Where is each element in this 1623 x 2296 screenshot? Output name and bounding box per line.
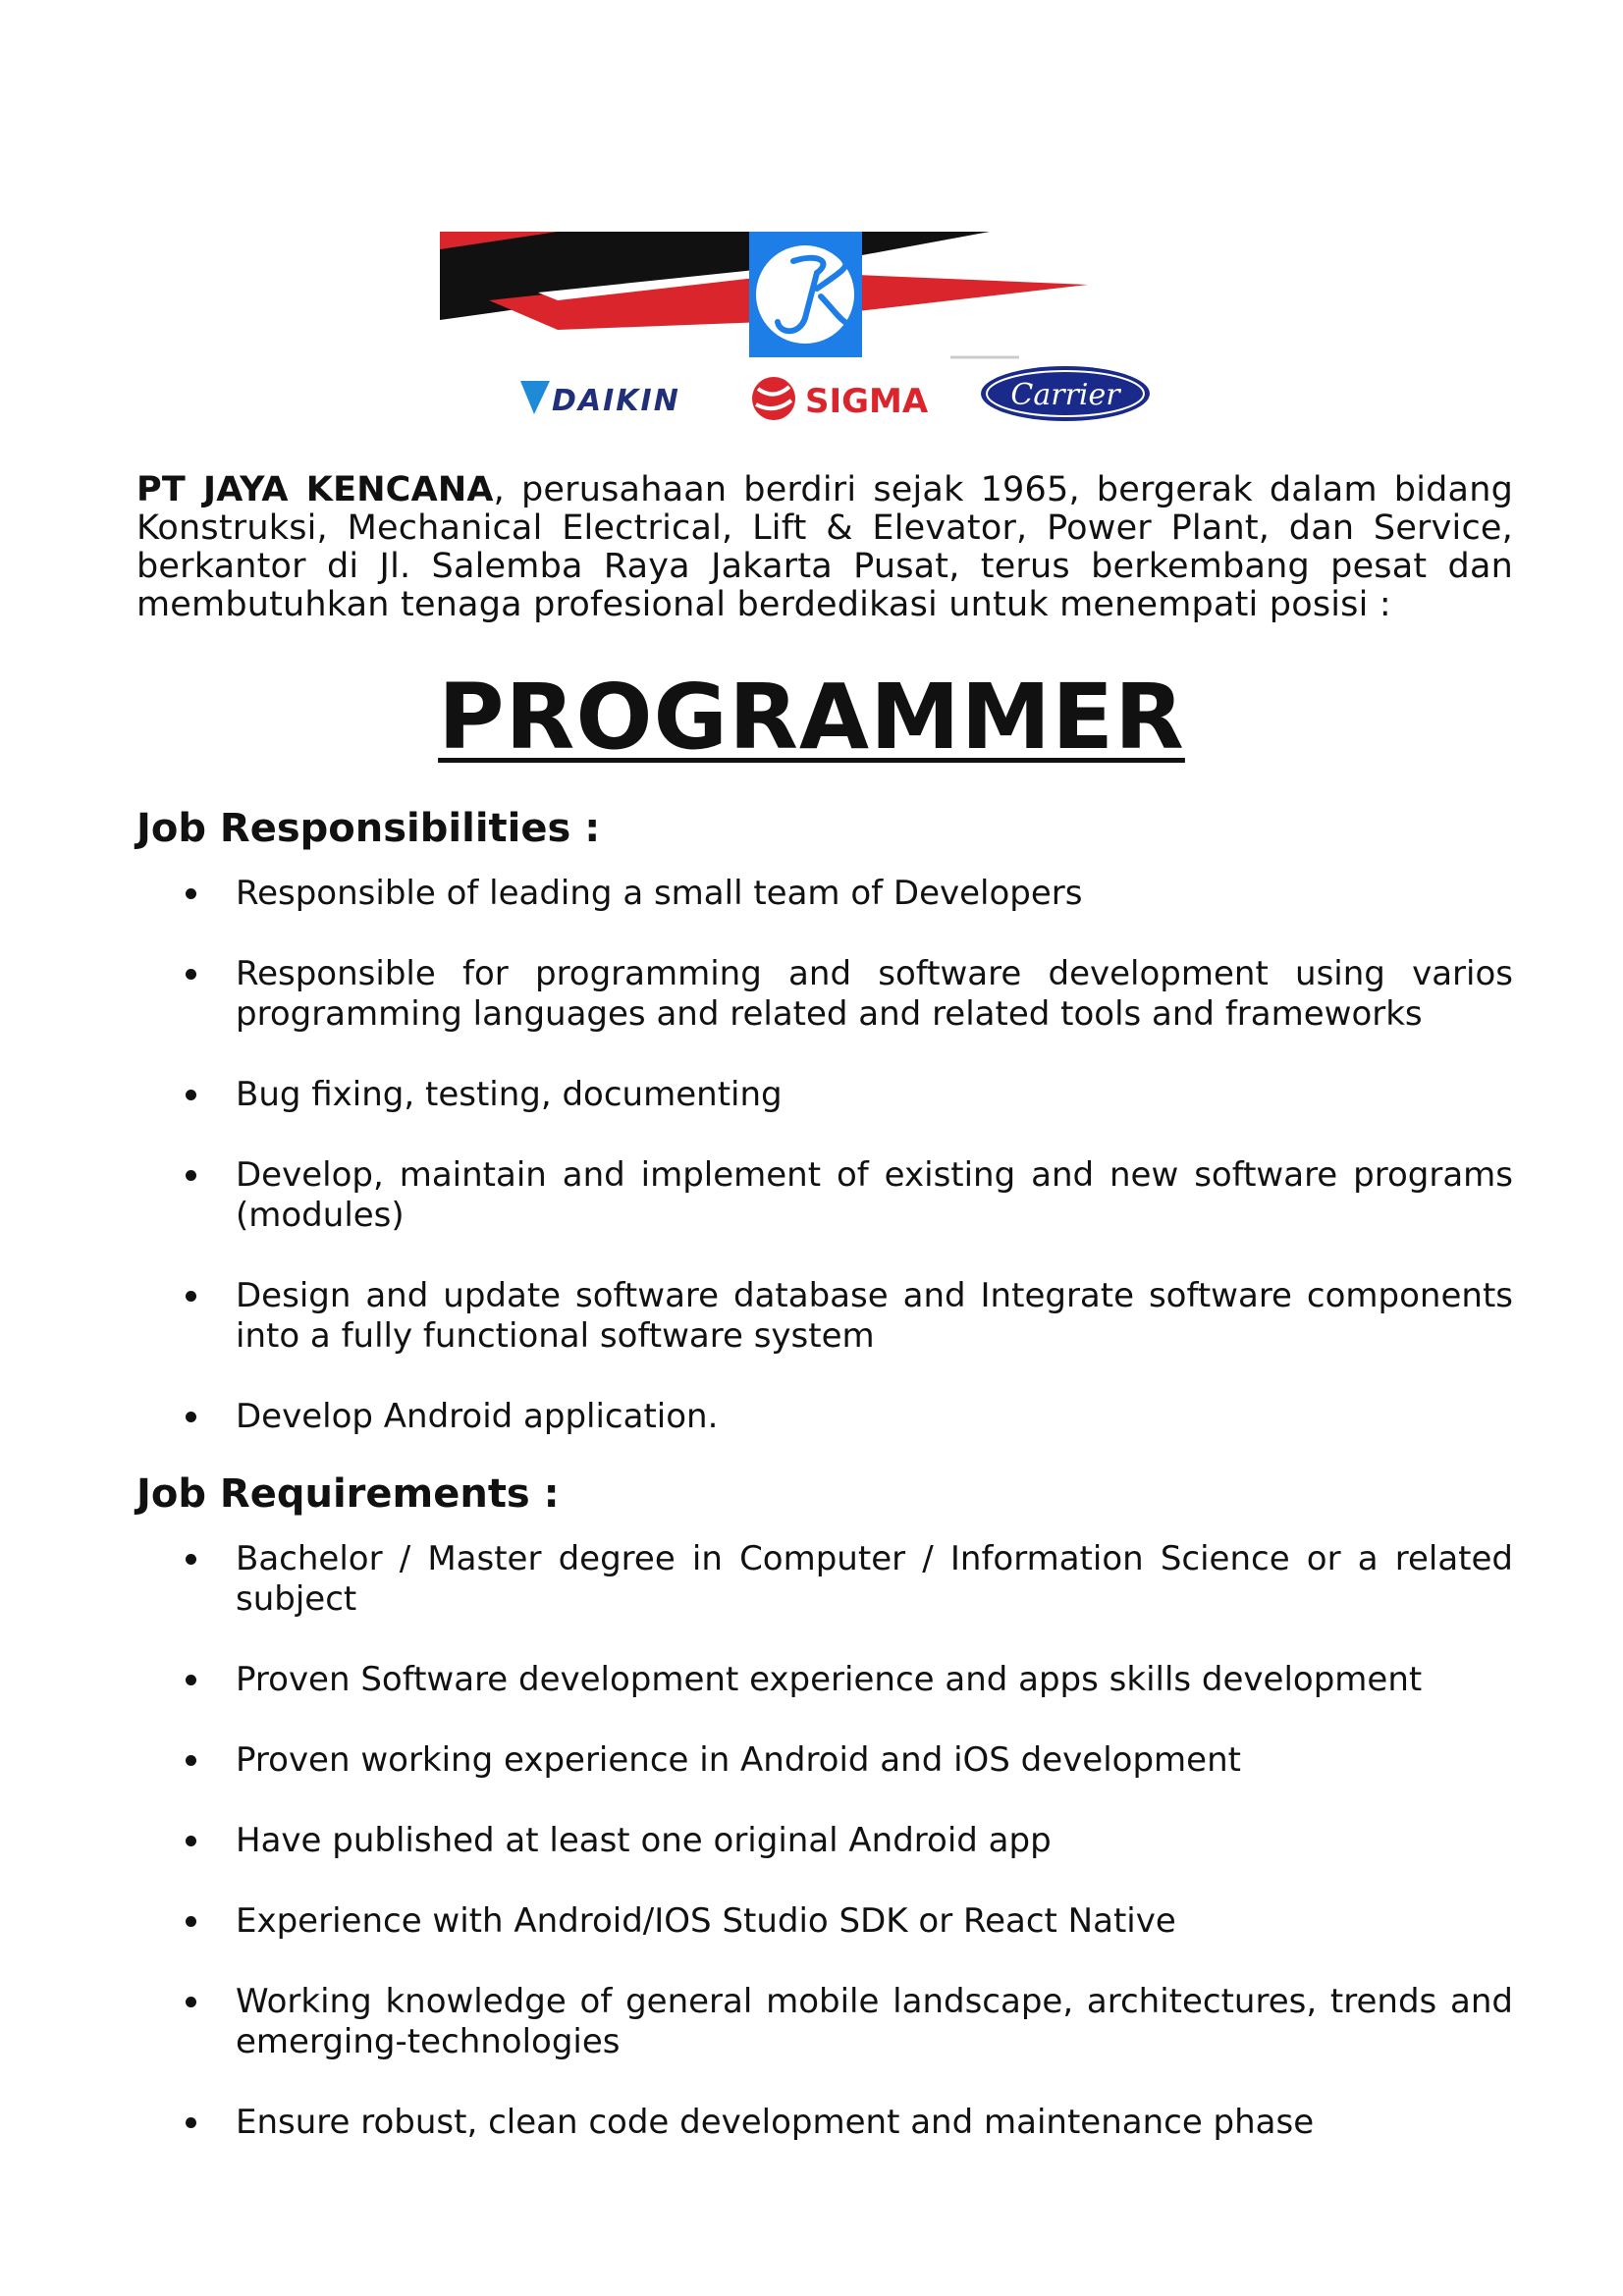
- intro-paragraph: [136, 471, 1513, 624]
- bullet-icon: [186, 1291, 196, 1302]
- list-item: Develop Android application.: [136, 1397, 1513, 1437]
- list-item: Experience with Android/IOS Studio SDK or React Native: [136, 1901, 1513, 1942]
- company-logo-banner: [440, 232, 1157, 428]
- requirements-list: [136, 1539, 1513, 2183]
- bullet-icon: [186, 1755, 196, 1766]
- job-title: [0, 664, 1623, 772]
- bullet-icon: [186, 2117, 196, 2128]
- carrier-logo-text: Carrier: [1010, 378, 1120, 412]
- job-title-text: PROGRAMMER: [438, 665, 1185, 770]
- requirements-heading: Job Requirements :: [136, 1471, 560, 1517]
- list-item: Have published at least one original Android app: [136, 1821, 1513, 1861]
- daikin-logo-mark: [520, 381, 550, 414]
- intro-text: , perusahaan berdiri sejak 1965, bergerak dalam bidang Konstruksi, Mechanical Electrical, Lift & Elevator, Power Plant, dan Service, berkantor di Jl. Salemba Raya Jakarta Pusat, terus berkembang pesat dan membutuhkan tenaga profesional berdedikasi untuk menempati posisi :: [136, 470, 1513, 624]
- list-item: Bachelor / Master degree in Computer / Information Science or a related subject: [136, 1539, 1513, 1620]
- bullet-icon: [186, 1090, 196, 1100]
- bullet-icon: [186, 1675, 196, 1685]
- list-item: Responsible for programming and software development using varios programming languages and related and related tools and frameworks: [136, 954, 1513, 1035]
- list-item: Develop, maintain and implement of existing and new software programs (modules): [136, 1155, 1513, 1236]
- sigma-logo-text: SIGMA: [805, 382, 929, 421]
- bullet-icon: [186, 1916, 196, 1927]
- list-item: Bug fixing, testing, documenting: [136, 1075, 1513, 1115]
- bullet-icon: [186, 888, 196, 899]
- list-item: Proven working experience in Android and iOS development: [136, 1740, 1513, 1781]
- bullet-icon: [186, 1997, 196, 2007]
- list-item: Working knowledge of general mobile landscape, architectures, trends and emerging-technologies: [136, 1982, 1513, 2062]
- list-item: Responsible of leading a small team of Developers: [136, 874, 1513, 914]
- daikin-logo-text: DAIKIN: [552, 384, 680, 418]
- bullet-icon: [186, 1836, 196, 1846]
- list-item: Proven Software development experience and apps skills development: [136, 1660, 1513, 1700]
- bullet-icon: [186, 1554, 196, 1565]
- bullet-icon: [186, 1412, 196, 1422]
- responsibilities-heading: Job Responsibilities :: [136, 806, 601, 851]
- sigma-logo-mark: [752, 377, 795, 420]
- responsibilities-list: [136, 874, 1513, 1477]
- list-item: Ensure robust, clean code development and maintenance phase: [136, 2103, 1513, 2143]
- list-item: Design and update software database and Integrate software components into a fully functional software system: [136, 1276, 1513, 1357]
- bullet-icon: [186, 1170, 196, 1181]
- company-name: PT JAYA KENCANA: [136, 470, 494, 509]
- bullet-icon: [186, 969, 196, 980]
